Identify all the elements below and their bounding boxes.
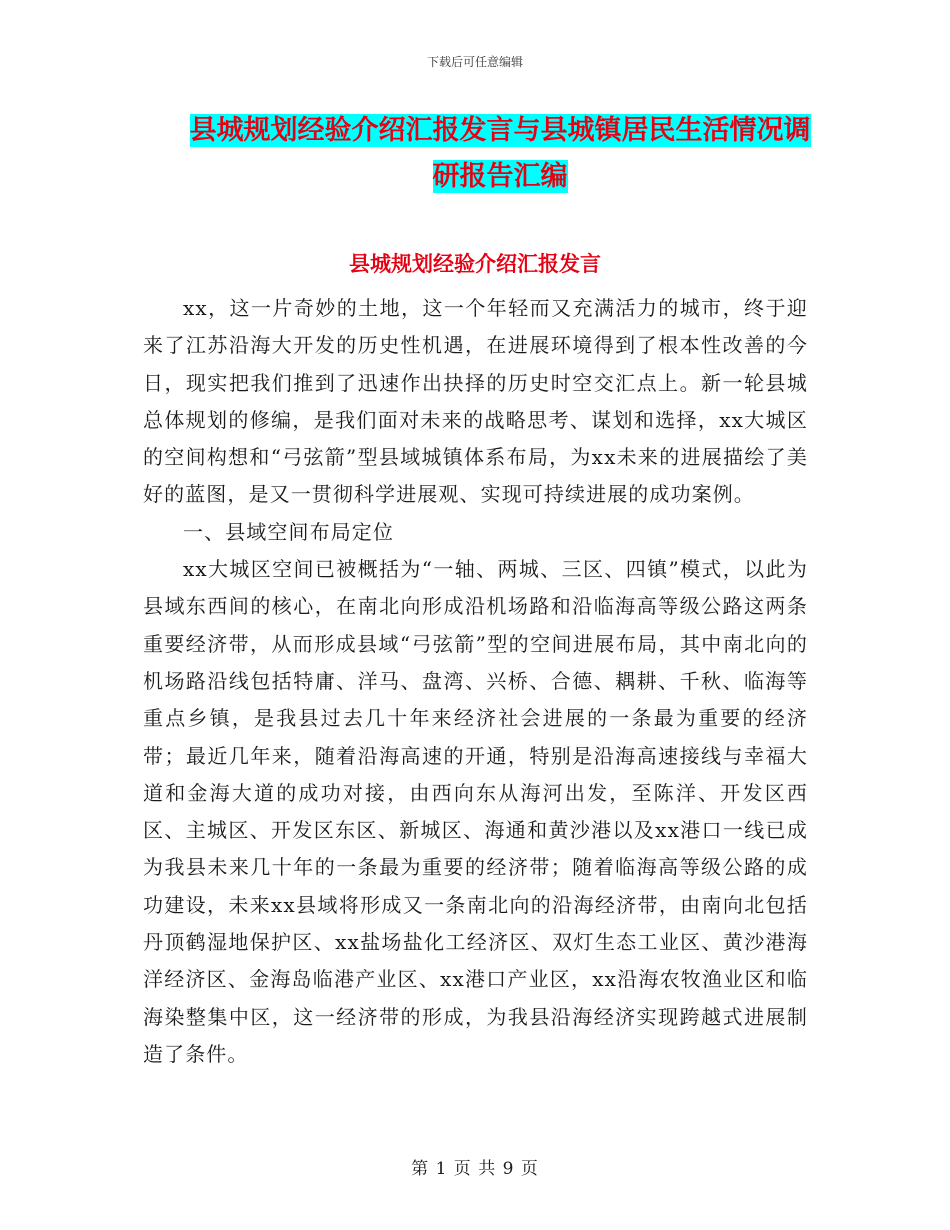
page-footer: 第 1 页 共 9 页 [411,1159,539,1179]
section-title: 县城规划经验介绍汇报发言 [349,252,601,276]
document-title-line-2: 研报告汇编 [432,161,568,192]
document-title-line-1: 县城规划经验介绍汇报发言与县城镇居民生活情况调 [189,115,811,146]
document-title [140,108,860,200]
paragraph: xx大城区空间已被概括为“一轴、两城、三区、四镇”模式，以此为县域东西间的核心，在南北向形成沿机场路和沿临海高等级公路这两条重要经济带，从而形成县域“弓弦箭”型的空间进展布局，其中南北向的机场路沿线包括特庸、洋马、盘湾、兴桥、合德、耦耕、千秋、临海等重点乡镇，是我县过去几十年来经济社会进展的一条最为重要的经济带；最近几年来，随着沿海高速的开通，特别是沿海高速接线与幸福大道和金海大道的成功对接，由西向东从海河出发，至陈洋、开发区西区、主城区、开发区东区、新城区、海通和黄沙港以及xx港口一线已成为我县未来几十年的一条最为重要的经济带；随着临海高等级公路的成功建设，未来xx县域将形成又一条南北向的沿海经济带，由南向北包括丹顶鹤湿地保护区、xx盐场盐化工经济区、双灯生态工业区、黄沙港海洋经济区、金海岛临港产业区、xx港口产业区，xx沿海农牧渔业区和临海染整集中区，这一经济带的形成，为我县沿海经济实现跨越式进展制造了条件。 [143,557,808,1066]
paragraph-heading: 一、县域空间布局定位 [183,519,394,544]
paragraph: xx，这一片奇妙的土地，这一个年轻而又充满活力的城市，终于迎来了江苏沿海大开发的历史性机遇，在进展环境得到了根本性改善的今日，现实把我们推到了迅速作出抉择的历史时空交汇点上。新一轮县城总体规划的修编，是我们面对未来的战略思考、谋划和选择，xx大城区的空间构想和“弓弦箭”型县域城镇体系布局，为xx未来的进展描绘了美好的蓝图，是又一贯彻科学进展观、实现可持续进展的成功案例。 [143,296,808,507]
header-note: 下载后可任意编辑 [426,55,523,69]
body-text [143,290,808,1073]
